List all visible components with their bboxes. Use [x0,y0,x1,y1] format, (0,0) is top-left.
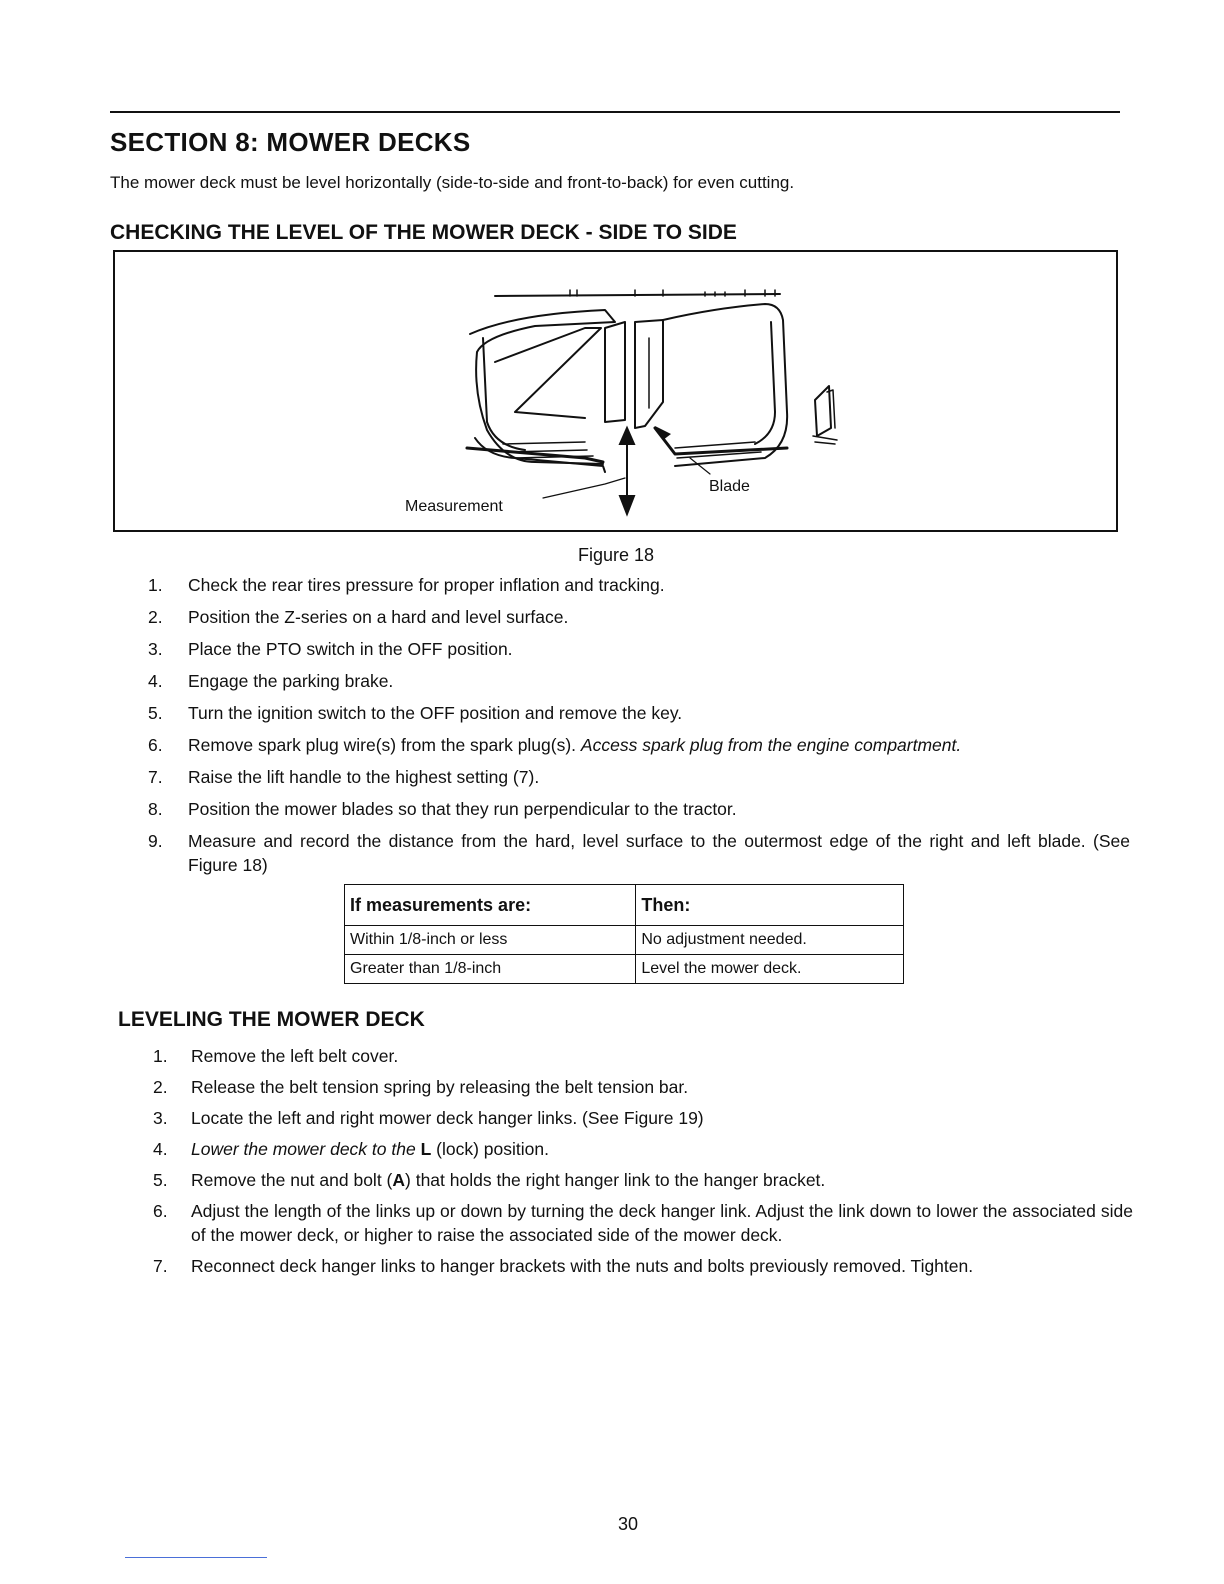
deck-right-shell [663,304,787,466]
blade-label: Blade [709,478,750,495]
measurement-label: Measurement [405,498,503,515]
checking-steps-list [148,573,1130,885]
spindle-housing-left [605,322,625,422]
list-item: 7. Raise the lift handle to the highest setting (7). [148,767,540,787]
checking-heading: CHECKING THE LEVEL OF THE MOWER DECK - SIDE TO SIDE [110,221,737,244]
right-blade [655,428,787,454]
leveling-steps-list [153,1044,1133,1285]
table-row [345,926,904,955]
table-cell: No adjustment needed. [636,926,904,955]
list-item: 6. Remove spark plug wire(s) from the spark plug(s). Access spark plug from the engine compartment. [148,735,962,755]
page-number: 30 [618,1514,639,1534]
list-item: 3. Locate the left and right mower deck hanger links. (See Figure 19) [153,1108,704,1128]
list-item: 7. Reconnect deck hanger links to hanger brackets with the nuts and bolts previously removed. Tighten. [153,1256,974,1276]
intro-text: The mower deck must be level horizontally (side-to-side and front-to-back) for even cutting. [110,173,795,192]
table-cell: Greater than 1/8-inch [345,955,636,984]
table-header: Then: [636,885,904,926]
leveling-heading: LEVELING THE MOWER DECK [118,1008,425,1031]
list-item: 3. Place the PTO switch in the OFF position. [148,639,513,659]
table-header: If measurements are: [345,885,636,926]
figure-caption: Figure 18 [578,545,655,565]
list-item: 1. Remove the left belt cover. [153,1046,399,1066]
deck-top-edge [495,294,780,296]
figure-18-box [113,250,1118,532]
list-item: 5. Turn the ignition switch to the OFF position and remove the key. [148,703,683,723]
top-rule [110,111,1120,113]
table-cell: Within 1/8-inch or less [345,926,636,955]
measurement-arrow [620,428,634,514]
measurement-table [344,884,904,984]
table-row [345,955,904,984]
list-item: 1. Check the rear tires pressure for proper inflation and tracking. [148,575,665,595]
list-item: 2. Release the belt tension spring by releasing the belt tension bar. [153,1077,689,1097]
list-item: 4. Engage the parking brake. [148,671,394,691]
list-item: 6. Adjust the length of the links up or down by turning the deck hanger link. Adjust the link down to lower the associated side of the mower deck, or higher to raise the associated side of the mower deck. [153,1201,1133,1245]
list-item: 9. Measure and record the distance from the hard, level surface to the outermost edge of the right and left blade. (See Figure 18) [148,831,1130,875]
section-title: SECTION 8: MOWER DECKS [110,127,471,157]
deck-left-shell [470,310,615,464]
list-item: 8. Position the mower blades so that they run perpendicular to the tractor. [148,799,737,819]
list-item: 5. Remove the nut and bolt (A) that holds the right hanger link to the hanger bracket. [153,1170,826,1190]
footer-rule [125,1557,267,1558]
mower-deck-illustration [115,252,1116,530]
table-header-row [345,885,904,926]
side-bracket [815,386,831,436]
table-cell: Level the mower deck. [636,955,904,984]
list-item: 4. Lower the mower deck to the L (lock) position. [153,1139,549,1159]
list-item: 2. Position the Z-series on a hard and level surface. [148,607,569,627]
